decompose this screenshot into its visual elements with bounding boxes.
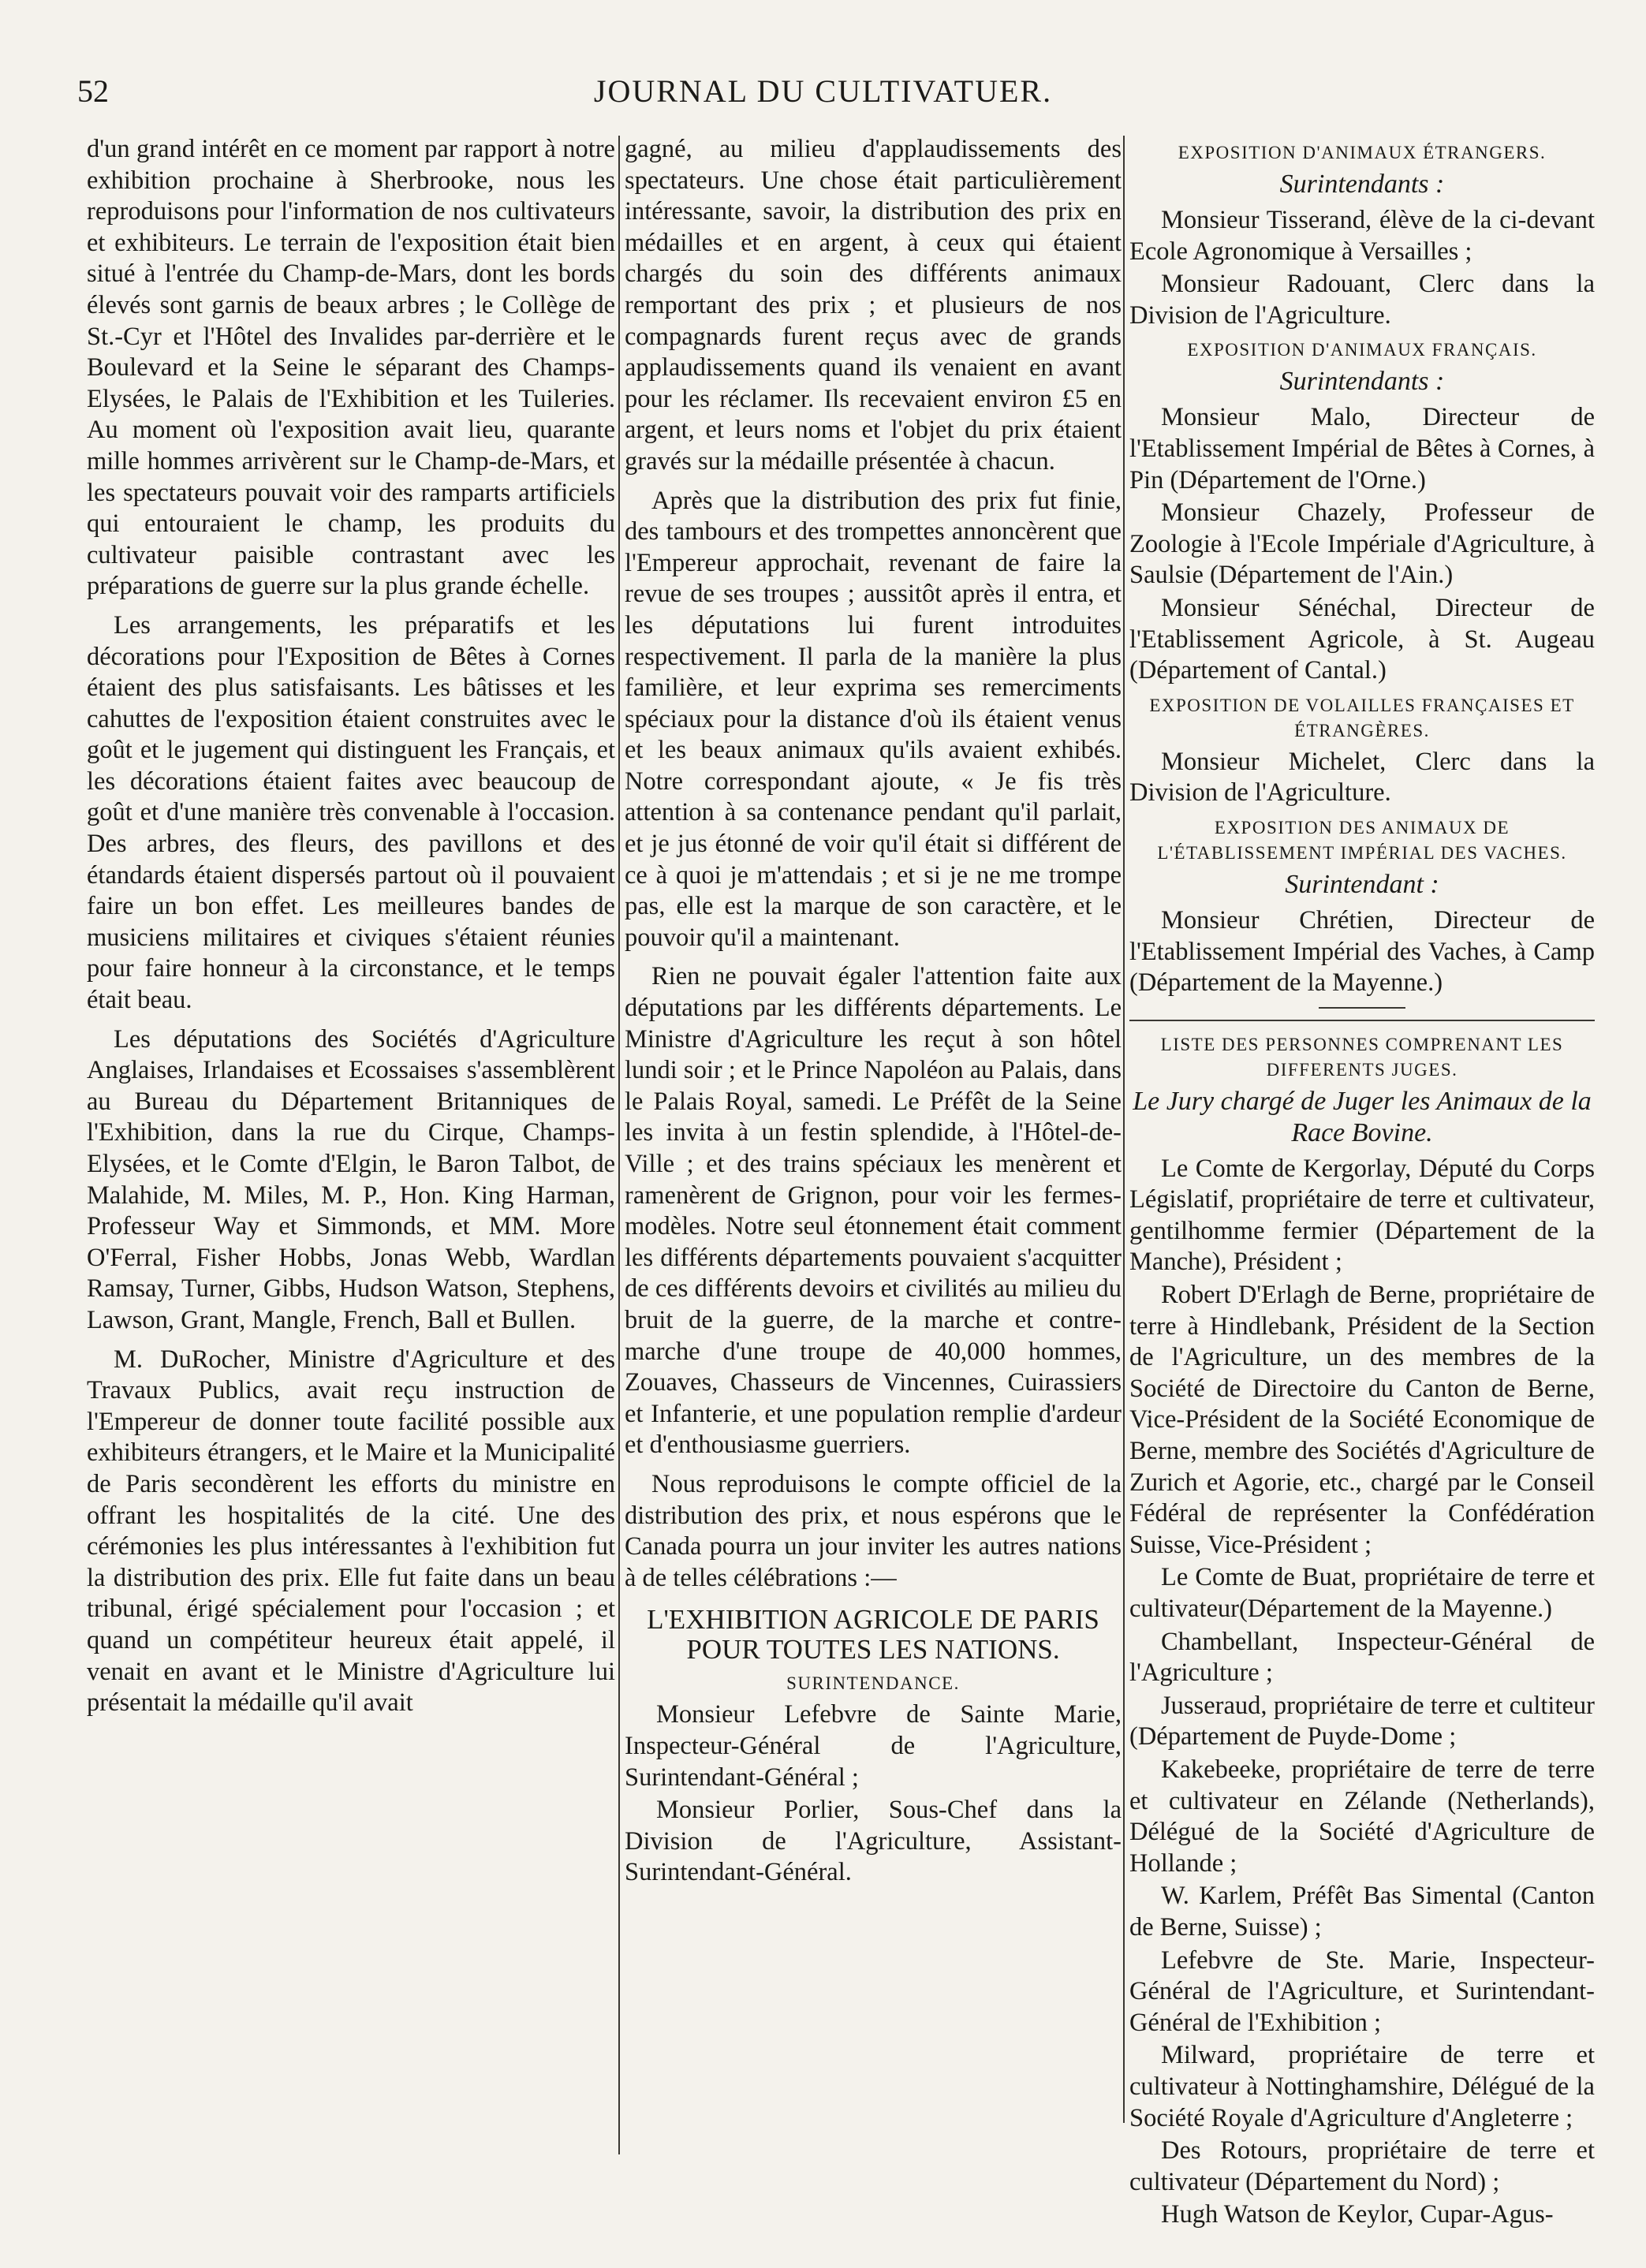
- list-item: Kakebeeke, propriétaire de terre de terre et cultivateur en Zélande (Netherlands), Délégué de la Société d'Agriculture de Hollande ;: [1129, 1755, 1595, 1878]
- list-item: Robert D'Erlagh de Berne, propriétaire de terre à Hindlebank, Président de la Section de l'Agriculture, un des membres de la Société de Directoire du Canton de Berne, Vice-Président de la Société Economique de Berne, membre des Sociétés d'Agriculture de Zurich et Agorie, etc., chargé par le Conseil Fédéral de représenter la Confédération Suisse, Vice-Président ;: [1129, 1281, 1595, 1559]
- list-item: W. Karlem, Préfêt Bas Simental (Canton de Berne, Suisse) ;: [1129, 1882, 1595, 1942]
- paragraph: gagné, au milieu d'applaudissements des spectateurs. Une chose était particulièrement intéressante, savoir, la distribution des prix en médailles et en argent, à ceux qui étaient chargés du soin des différents animaux remportant des prix ; et plusieurs de nos compagnards furent reçus avec de grands applaudissements quand ils venaient en avant pour les réclamer. Ils recevaient environ £5 en argent, et leurs noms et l'objet du prix étaient gravés sur la médaille présentée à chacun.: [625, 135, 1122, 476]
- section-heading: EXPOSITION D'ANIMAUX ÉTRANGERS.: [1178, 143, 1547, 162]
- section-subheading: Surintendant :: [1285, 869, 1439, 899]
- list-item: Monsieur Chrétien, Directeur de l'Etablissement Impérial des Vaches, à Camp (Département de la Mayenne.): [1129, 905, 1595, 998]
- section-subheading: Surintendants :: [1279, 367, 1445, 397]
- section-heading: L'EXHIBITION AGRICOLE DE PARIS POUR TOUTES LES NATIONS.: [647, 1604, 1099, 1666]
- list-item: Monsieur Sénéchal, Directeur de l'Etablissement Agricole, à St. Augeau (Département of Cantal.): [1129, 593, 1595, 685]
- paragraph: Après que la distribution des prix fut finie, des tambours et des trompettes annoncèrent que l'Empereur approchait, revenant de faire la revue de ses troupes ; aussitôt après il entra, et les députations lui furent introduites respectivement. Il parla de la manière la plus familière, et leur exprima ses remerciments spéciaux pour la distance d'où ils étaient venus et les beaux animaux qu'ils avaient exhibés. Notre correspondant ajoute, « Je fis très attention à sa contenance pendant qu'il parlait, et je jus étonné de voir qu'il était si différent de ce à quoi je m'attendais ; et si je ne me trompe pas, elle est la marque de son caractère, et le pouvoir qu'il a maintenant.: [625, 486, 1122, 952]
- page-header: [0, 73, 1646, 120]
- page-number: 52: [77, 73, 109, 109]
- list-item: Le Comte de Kergorlay, Député du Corps Législatif, propriétaire de terre et cultivateur, gentilhomme fermier (Département de la Manche), Président ;: [1129, 1154, 1595, 1277]
- list-item: Monsieur Porlier, Sous-Chef dans la Division de l'Agriculture, Assistant-Surintendant-Général.: [625, 1796, 1122, 1887]
- list-item: Monsieur Malo, Directeur de l'Etablissement Impérial de Bêtes à Cornes, à Pin (Département de l'Orne.): [1129, 403, 1595, 494]
- column-right: [1129, 134, 1595, 2229]
- column-middle: [625, 134, 1122, 2204]
- list-item: Jusseraud, propriétaire de terre et cultiteur (Département de Puyde-Dome ;: [1129, 1691, 1595, 1751]
- list-item: Hugh Watson de Keylor, Cupar-Agus-: [1161, 2200, 1554, 2229]
- column-left: [87, 134, 615, 2204]
- section-subheading: Surintendants :: [1279, 170, 1445, 199]
- list-item: Monsieur Chazely, Professeur de Zoologie à l'Ecole Impériale d'Agriculture, à Saulsie (Département de l'Ain.): [1129, 498, 1595, 590]
- section-heading: LISTE DES PERSONNES COMPRENANT LES DIFFERENTS JUGES.: [1160, 1034, 1564, 1080]
- list-item: Des Rotours, propriétaire de terre et cultivateur (Département du Nord) ;: [1129, 2136, 1595, 2196]
- list-item: Monsieur Radouant, Clerc dans la Division de l'Agriculture.: [1129, 270, 1595, 330]
- column-divider: [618, 136, 620, 2154]
- list-item: Chambellant, Inspecteur-Général de l'Agriculture ;: [1129, 1627, 1595, 1688]
- list-item: Monsieur Tisserand, élève de la ci-devant Ecole Agronomique à Versailles ;: [1129, 206, 1595, 266]
- list-item: Monsieur Lefebvre de Sainte Marie, Inspecteur-Général de l'Agriculture, Surintendant-Général ;: [625, 1700, 1122, 1792]
- section-divider: [1129, 1020, 1595, 1021]
- section-heading: EXPOSITION DES ANIMAUX DE L'ÉTABLISSEMENT IMPÉRIAL DES VACHES.: [1157, 817, 1567, 863]
- paragraph: Les députations des Sociétés d'Agriculture Anglaises, Irlandaises et Ecossaises s'assemblèrent au Bureau du Département Britanniques de l'Exhibition, dans la rue du Cirque, Champs-Elysées, et le Comte d'Elgin, le Baron Talbot, de Malahide, M. Miles, M. P., Hon. King Harman, Professeur Way et Simmonds, et MM. More O'Ferral, Fisher Hobbs, Jonas Webb, Wardlan Ramsay, Turner, Gibbs, Hudson Watson, Stephens, Lawson, Grant, Mangle, French, Ball et Bullen.: [87, 1024, 615, 1334]
- section-subheading: Le Jury chargé de Juger les Animaux de la Race Bovine.: [1133, 1086, 1592, 1147]
- list-item: Monsieur Michelet, Clerc dans la Division de l'Agriculture.: [1129, 747, 1595, 808]
- column-divider: [1123, 136, 1125, 2123]
- paragraph: M. DuRocher, Ministre d'Agriculture et des Travaux Publics, avait reçu instruction de l'Empereur de donner toute facilité possible aux exhibiteurs étrangers, et le Maire et la Municipalité de Paris secondèrent les efforts du ministre en offrant les hospitalités de la cité. Une des cérémonies les plus intéressantes à l'exhibition fut la distribution des prix. Elle fut faite dans un beau tribunal, érigé spécialement pour l'occasion ; et quand un compétiteur heureux était appelé, il venait en avant et le Ministre d'Agriculture lui présentait la médaille qu'il avait: [87, 1345, 615, 1718]
- section-subheading: SURINTENDANCE.: [786, 1673, 960, 1694]
- section-heading: EXPOSITION DE VOLAILLES FRANÇAISES ET ÉTRANGÈRES.: [1149, 695, 1575, 740]
- section-divider: [1319, 1007, 1405, 1009]
- paragraph: Rien ne pouvait égaler l'attention faite aux députations par les différents départements. Le Ministre d'Agriculture les reçut à son hôtel lundi soir ; et le Prince Napoléon au Palais, dans le Palais Royal, samedi. Le Préfêt de la Seine les invita à un festin splendide, à l'Hôtel-de-Ville ; et des trains spéciaux les menèrent et ramenèrent de Grignon, pour voir les fermes-modèles. Notre seul étonnement était comment les différents départements pouvaient s'acquitter de ces différents devoirs et civilités au milieu du bruit de la guerre, de la marche et contre-marche d'une troupe de 40,000 hommes, Zouaves, Chasseurs de Vincennes, Cuirassiers et Infanterie, et une population remplie d'ardeur et d'enthousiasme guerriers.: [625, 962, 1122, 1460]
- paragraph: Nous reproduisons le compte officiel de la distribution des prix, et nous espérons que le Canada pourra un jour inviter les autres nations à de telles célébrations :—: [625, 1469, 1122, 1592]
- list-item: Milward, propriétaire de terre et cultivateur à Nottinghamshire, Délégué de la Société Royale d'Agriculture d'Angleterre ;: [1129, 2041, 1595, 2132]
- section-heading: EXPOSITION D'ANIMAUX FRANÇAIS.: [1187, 340, 1537, 360]
- paragraph: Les arrangements, les préparatifs et les décorations pour l'Exposition de Bêtes à Cornes étaient des plus satisfaisants. Les bâtisses et les cahuttes de l'exposition étaient construites avec le goût et le jugement qui distinguent les Français, et les décorations étaient faites avec beaucoup de goût et d'une manière très convenable à l'occasion. Des arbres, des fleurs, des pavillons et des étandards étaient dispersés partout où il pouvaient faire un bon effet. Les meilleures bandes de musiciens militaires et civiques s'étaient réunies pour faire honneur à la circonstance, et le temps était beau.: [87, 610, 615, 1015]
- running-title: JOURNAL DU CULTIVATUER.: [593, 73, 1053, 109]
- list-item: Lefebvre de Ste. Marie, Inspecteur-Général de l'Agriculture, et Surintendant-Général de l'Exhibition ;: [1129, 1945, 1595, 2037]
- list-item: Le Comte de Buat, propriétaire de terre et cultivateur(Département de la Mayenne.): [1129, 1563, 1595, 1623]
- paragraph: d'un grand intérêt en ce moment par rapport à notre exhibition prochaine à Sherbrooke, nous les reproduisons pour l'information de nos cultivateurs et exhibiteurs. Le terrain de l'exposition était bien situé à l'entrée du Champ-de-Mars, dont les bords élevés sont garnis de beaux arbres ; le Collège de St.-Cyr et l'Hôtel des Invalides par-derrière et le Boulevard et la Seine le séparant des Champs-Elysées, le Palais de l'Exhibition et les Tuileries. Au moment où l'exposition avait lieu, quarante mille hommes arrivèrent sur le Champ-de-Mars, et les spectateurs pouvait voir des ramparts artificiels qui entouraient le champ, les produits du cultivateur paisible contrastant avec les préparations de guerre sur la plus grande échelle.: [87, 135, 615, 601]
